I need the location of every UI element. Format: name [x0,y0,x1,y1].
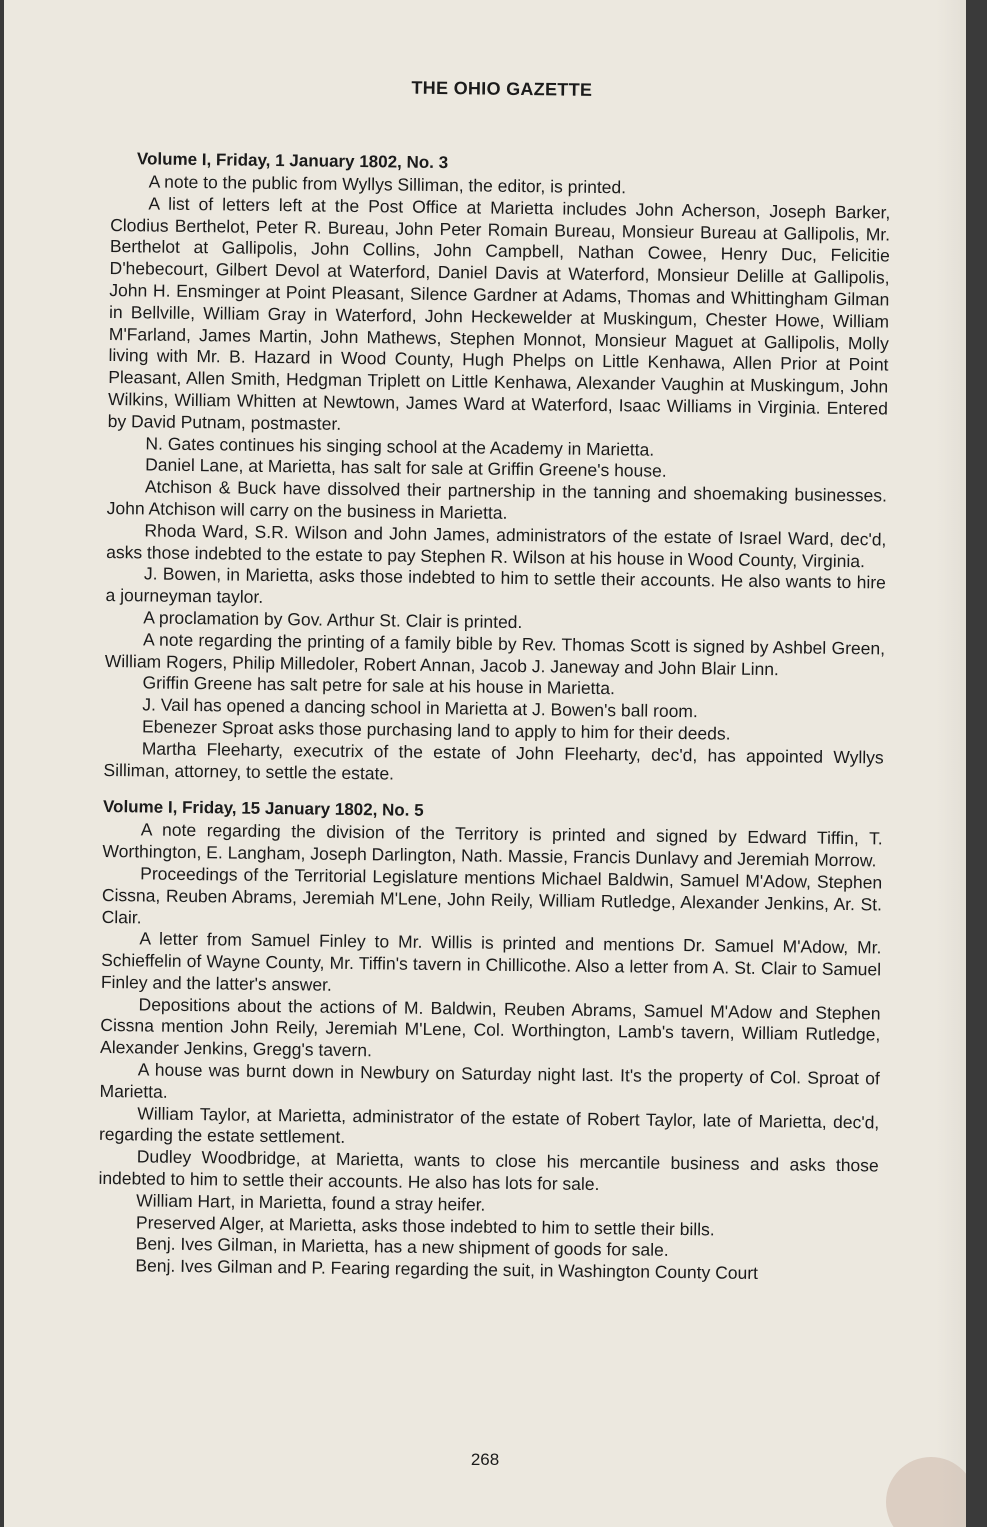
entry-paragraph: A list of letters left at the Post Office at Marietta includes John Acherson, Joseph Barker, Clodius Berthelot, Peter R. Bureau, John Peter Romain Bureau, Monsieur Bureau at Gallipolis, Mr. Berthelot at Gallipolis, John Collins, John Campbell, Nathan Cowee, Henry Duc, Felicitie D'hebecourt, Gilbert Devol at Waterford, Daniel Davis at Waterford, Monsieur Delille at Gallipolis, John H. Ensminger at Point Pleasant, Silence Gardner at Adams, Thomas and Whittingham Gilman in Bellville, William Gray in Waterford, John Heckewelder at Muskingum, Chester Howe, William M'Farland, James Martin, John Mathews, Stephen Monnot, Monsieur Maguet at Gallipolis, Molly living with Mr. B. Hazard in Wood County, Hugh Phelps on Little Kenhawa, Allen Prior at Point Pleasant, Allen Smith, Hedgman Triplett on Little Kenhawa, Alexander Vaughin at Muskingum, John Wilkins, William Whitten at Newtown, James Ward at Waterford, Isaac Williams in Virginia. Entered by David Putnam, postmaster. [107,193,891,434]
running-head: THE OHIO GAZETTE [411,77,593,100]
entry-paragraph: Atchison & Buck have dissolved their partnership in the tanning and shoemaking businesses. John Atchison will carry on the business in Marietta. [106,476,888,523]
entry-paragraph: Proceedings of the Territorial Legislature mentions Michael Baldwin, Samuel M'Adow, Stephen Cissna, Reuben Abrams, Jeremiah M'Lene, John Reily, William Rutledge, Alexander Jenkins, Ar. St. Clair. [101,863,883,927]
entry-paragraph: A note regarding the division of the Territory is printed and signed by Edward Tiffin, T. Worthington, E. Langham, Joseph Darlington, Nath. Massie, Francis Dunlavy and Jeremiah Morrow. [102,819,883,871]
entry-paragraph: Ebenezer Sproat asks those purchasing land to apply to him for their deeds. [141,716,731,744]
entry-paragraph: A proclamation by Gov. Arthur St. Clair is printed. [143,607,523,632]
entry-paragraph: Griffin Greene has salt petre for sale at his house in Marietta. [142,672,616,699]
issue-heading: Volume I, Friday, 15 January 1802, No. 5 [102,797,424,821]
page-number: 268 [470,1450,500,1469]
book-page [4,0,966,1527]
entry-paragraph: A note to the public from Wyllys Silliman, the editor, is printed. [148,171,627,198]
entry-paragraph: A house was burnt down in Newbury on Saturday night last. It's the property of Col. Sproat of Marietta. [99,1059,880,1102]
issue-section [97,797,883,1286]
entry-paragraph: Depositions about the actions of M. Baldwin, Reuben Abrams, Samuel M'Adow and Stephen Cissna mention John Reily, Jeremiah M'Lene, Col. Worthington, Lamb's tavern, William Rutledge, Alexander Jenkins, Gregg's tavern. [99,994,881,1061]
entry-paragraph: J. Vail has opened a dancing school in Marietta at J. Bowen's ball room. [142,694,698,722]
entry-paragraph: William Hart, in Marietta, found a stray heifer. [136,1190,486,1215]
entry-paragraph: Martha Fleeharty, executrix of the estate of John Fleeharty, dec'd, has appointed Wyllys Silliman, attorney, to settle the estate. [103,738,884,784]
entry-paragraph: Benj. Ives Gilman, in Marietta, has a new shipment of goods for sale. [135,1233,669,1261]
entry-paragraph: Rhoda Ward, S.R. Wilson and John James, administrators of the estate of Israel Ward, dec'd, asks those indebted to the estate to pay Stephen R. Wilson at his house in Wood County, Virginia. [106,520,887,571]
entry-paragraph: Benj. Ives Gilman and P. Fearing regarding the suit, in Washington County Court [135,1255,759,1284]
page-content [97,74,892,1286]
entry-paragraph: J. Bowen, in Marietta, asks those indebted to him to settle their accounts. He also wants to hire a journeyman taylor. [105,563,886,608]
issue-section [103,149,891,791]
entry-paragraph: A letter from Samuel Finley to Mr. Willis is printed and mentions Dr. Samuel M'Adow, Mr. Schieffelin of Wayne County, Mr. Tiffin's tavern in Chillicothe. Also a letter from A. St. Clair to Samuel Finley and the latter's answer. [100,928,882,995]
entry-paragraph: N. Gates continues his singing school at the Academy in Marietta. [145,433,655,460]
entry-paragraph: Preserved Alger, at Marietta, asks those indebted to him to settle their bills. [135,1212,715,1240]
entry-paragraph: William Taylor, at Marietta, administrator of the estate of Robert Taylor, late of Marietta, dec'd, regarding the estate settlement. [98,1103,880,1148]
entry-paragraph: Dudley Woodbridge, at Marietta, wants to close his mercantile business and asks those indebted to him to settle their accounts. He also has lots for sale. [98,1146,879,1195]
entry-paragraph: A note regarding the printing of a family bible by Rev. Thomas Scott is signed by Ashbel Green, William Rogers, Philip Milledoler, Robert Annan, Jacob J. Janeway and John Blair Linn. [104,629,886,679]
entry-paragraph: Daniel Lane, at Marietta, has salt for sale at Griffin Greene's house. [145,454,667,482]
issue-heading: Volume I, Friday, 1 January 1802, No. 3 [136,149,449,173]
